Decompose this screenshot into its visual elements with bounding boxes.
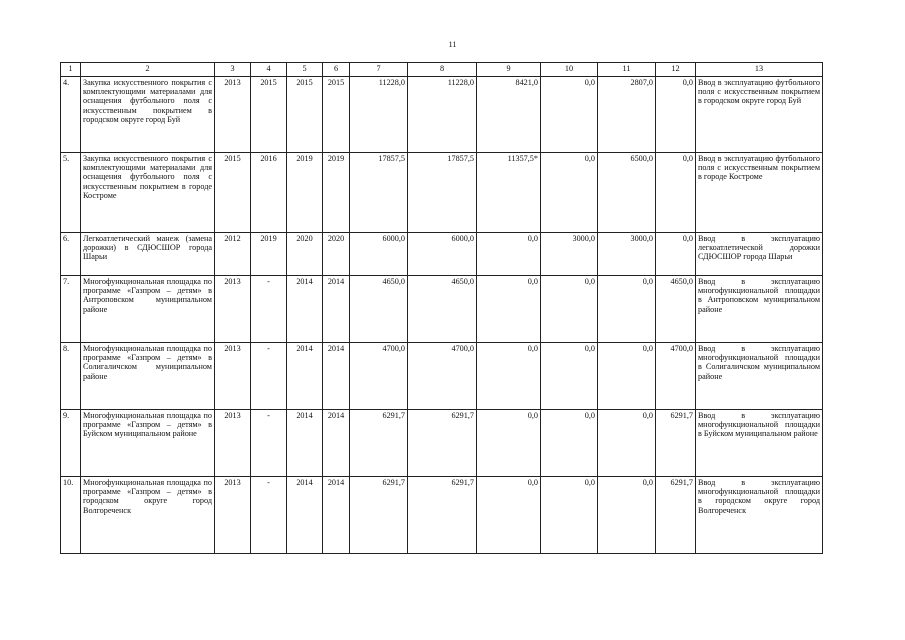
data-cell: 2013 [215,343,251,410]
data-cell: 0,0 [477,477,541,554]
data-cell: 6291,7 [350,477,408,554]
column-header: 7 [350,63,408,77]
column-header: 9 [477,63,541,77]
expected-result-cell: Ввод в эксплуатацию футбольного поля с искусственным покрытием в городском округе город Буй [696,77,823,153]
page-number: 11 [448,40,457,49]
data-cell: 0,0 [477,276,541,343]
column-header: 2 [81,63,215,77]
data-cell: 2014 [323,343,350,410]
data-cell: 2016 [251,153,287,233]
data-cell: 2014 [323,410,350,477]
data-cell: 2013 [215,477,251,554]
program-table [60,62,823,554]
column-header: 13 [696,63,823,77]
data-cell: 2014 [287,410,323,477]
column-header: 4 [251,63,287,77]
row-number-cell: 10. [61,477,81,554]
data-cell: 2014 [287,477,323,554]
data-cell: 8421,0 [477,77,541,153]
table-row [61,410,823,477]
data-cell: 2015 [251,77,287,153]
data-cell: 11228,0 [350,77,408,153]
row-number-cell: 7. [61,276,81,343]
data-cell: 2012 [215,233,251,276]
row-number-cell: 8. [61,343,81,410]
data-cell: - [251,343,287,410]
data-cell: 2807,0 [598,77,656,153]
column-header: 12 [656,63,696,77]
data-cell: 0,0 [598,343,656,410]
table-row [61,153,823,233]
object-name-cell: Многофункциональная площадка по программе «Газпром – детям» в Буйском муниципальном районе [81,410,215,477]
object-name-cell: Легкоатлетический манеж (замена дорожки) в СДЮСШОР города Шарьи [81,233,215,276]
data-cell: 0,0 [541,276,598,343]
data-cell: 0,0 [541,153,598,233]
data-cell: 0,0 [598,477,656,554]
column-header: 8 [408,63,477,77]
data-cell: 6500,0 [598,153,656,233]
data-cell: 0,0 [477,343,541,410]
expected-result-cell: Ввод в эксплуатацию многофункциональной площадки в Антроповском муниципальном районе [696,276,823,343]
object-name-cell: Многофункциональная площадка по программе «Газпром – детям» в Антроповском муниципальном районе [81,276,215,343]
data-cell: 2014 [323,276,350,343]
data-cell: - [251,477,287,554]
expected-result-cell: Ввод в эксплуатацию многофункциональной площадки в Солигаличском муниципальном районе [696,343,823,410]
data-cell: 2013 [215,276,251,343]
data-cell: 4700,0 [408,343,477,410]
row-number-cell: 4. [61,77,81,153]
data-cell: 2013 [215,77,251,153]
data-cell: 4700,0 [350,343,408,410]
data-cell: 6291,7 [656,477,696,554]
data-cell: 0,0 [541,410,598,477]
column-header: 10 [541,63,598,77]
data-cell: 4650,0 [408,276,477,343]
data-cell: 0,0 [656,77,696,153]
object-name-cell: Многофункциональная площадка по программе «Газпром – детям» в городском округе город Волгореченск [81,477,215,554]
data-cell: 2015 [287,77,323,153]
data-cell: 2019 [251,233,287,276]
row-number-cell: 6. [61,233,81,276]
data-cell: 17857,5 [350,153,408,233]
data-cell: 6291,7 [350,410,408,477]
data-cell: 3000,0 [541,233,598,276]
data-cell: 2014 [323,477,350,554]
data-cell: 6291,7 [408,477,477,554]
expected-result-cell: Ввод в эксплуатацию многофункциональной площадки в Буйском муниципальном районе [696,410,823,477]
data-cell: 0,0 [541,77,598,153]
data-cell: 6000,0 [350,233,408,276]
data-cell: 2014 [287,343,323,410]
data-cell: 6291,7 [408,410,477,477]
data-cell: 0,0 [656,233,696,276]
column-header: 6 [323,63,350,77]
data-cell: 0,0 [656,153,696,233]
data-cell: 2020 [287,233,323,276]
object-name-cell: Многофункциональная площадка по программе «Газпром – детям» в Солигаличском муниципальном районе [81,343,215,410]
data-cell: 4700,0 [656,343,696,410]
data-cell: 0,0 [477,233,541,276]
data-cell: 0,0 [598,276,656,343]
expected-result-cell: Ввод в эксплуатацию легкоатлетической дорожки СДЮСШОР города Шарьи [696,233,823,276]
row-number-cell: 9. [61,410,81,477]
table-row [61,77,823,153]
data-cell: 0,0 [541,477,598,554]
data-cell: 11357,5* [477,153,541,233]
data-cell: 2014 [287,276,323,343]
table-row [61,233,823,276]
data-cell: 0,0 [541,343,598,410]
data-cell: 0,0 [477,410,541,477]
object-name-cell: Закупка искусственного покрытия с комплектующими материалами для оснащения футбольного поля с искусственным покрытием в городе Костроме [81,153,215,233]
table-row [61,276,823,343]
data-cell: 6291,7 [656,410,696,477]
data-cell: - [251,276,287,343]
expected-result-cell: Ввод в эксплуатацию футбольного поля с искусственным покрытием в городе Костроме [696,153,823,233]
column-header: 5 [287,63,323,77]
data-cell: 0,0 [598,410,656,477]
data-cell: 2019 [287,153,323,233]
data-cell: 6000,0 [408,233,477,276]
data-cell: 17857,5 [408,153,477,233]
data-cell: 2019 [323,153,350,233]
column-number-row [61,63,823,77]
data-cell: 4650,0 [656,276,696,343]
table-row [61,343,823,410]
column-header: 3 [215,63,251,77]
data-cell: 3000,0 [598,233,656,276]
expected-result-cell: Ввод в эксплуатацию многофункциональной площадки в городском округе город Волгореченск [696,477,823,554]
data-cell: - [251,410,287,477]
column-header: 11 [598,63,656,77]
data-cell: 2013 [215,410,251,477]
data-cell: 2020 [323,233,350,276]
column-header: 1 [61,63,81,77]
data-cell: 2015 [215,153,251,233]
data-cell: 11228,0 [408,77,477,153]
table-row [61,477,823,554]
data-cell: 4650,0 [350,276,408,343]
data-cell: 2015 [323,77,350,153]
row-number-cell: 5. [61,153,81,233]
object-name-cell: Закупка искусственного покрытия с комплектующими материалами для оснащения футбольного поля с искусственным покрытием в городском округе город Буй [81,77,215,153]
